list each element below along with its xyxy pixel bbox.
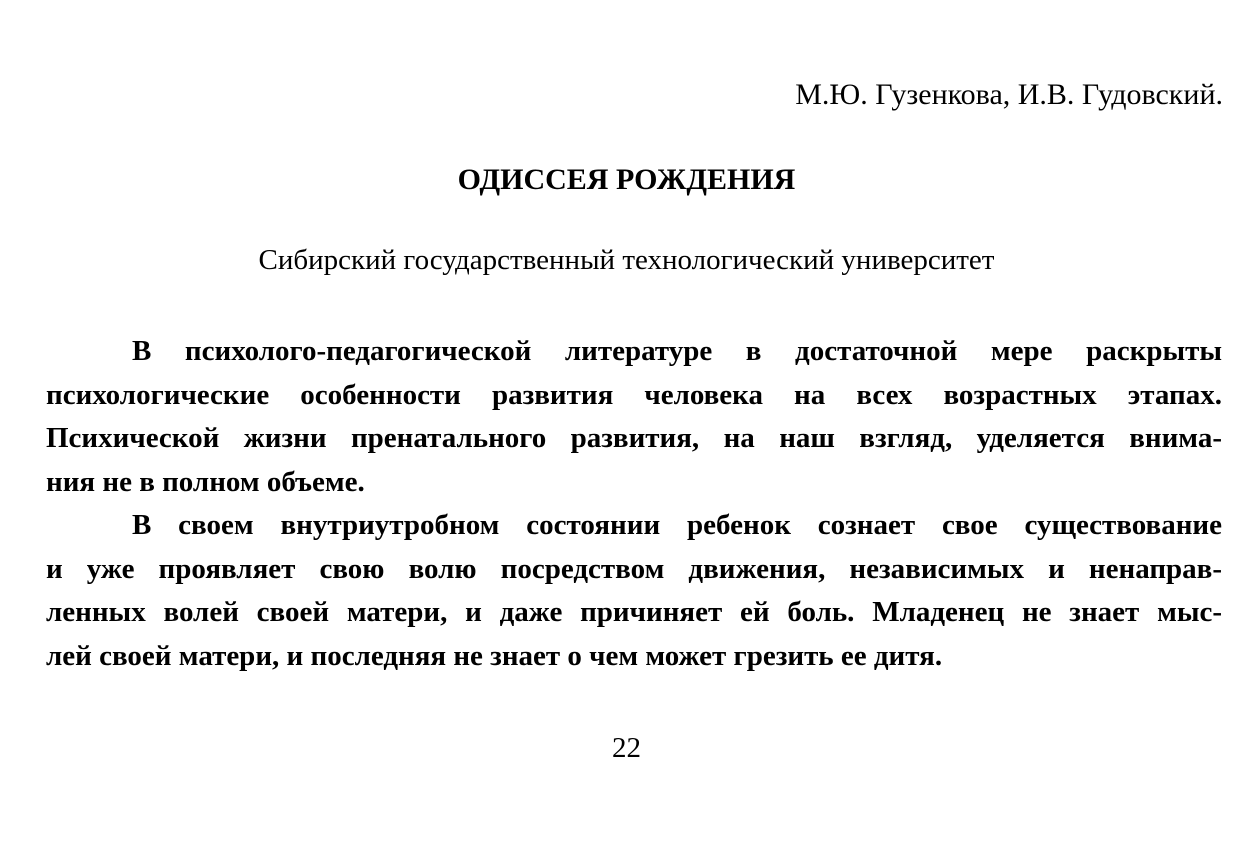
article-body	[46, 330, 1222, 678]
page-number: 22	[612, 732, 641, 764]
article-title: ОДИССЕЯ РОЖДЕНИЯ	[457, 163, 796, 196]
paragraph-1	[46, 330, 1222, 504]
authors: М.Ю. Гузенкова, И.В. Гудовский.	[795, 78, 1223, 111]
affiliation: Сибирский государственный технологический университет	[258, 244, 995, 276]
text-line: Психической жизни пренатального развития, на наш взгляд, уделяется внима-	[46, 422, 1222, 454]
text-line: и уже проявляет свою волю посредством движения, независимых и ненаправ-	[46, 552, 1222, 585]
text-line: В своем внутриутробном состоянии ребенок сознает свое существование	[132, 509, 1222, 541]
text-line: ния не в полном объеме.	[46, 465, 365, 498]
text-line: ленных волей своей матери, и даже причиняет ей боль. Младенец не знает мыс-	[46, 596, 1222, 628]
text-line: психологические особенности развития человека на всех возрастных этапах.	[46, 378, 1222, 411]
paragraph-2	[46, 504, 1222, 678]
text-line: В психолого-педагогической литературе в достаточной мере раскрыты	[132, 335, 1222, 367]
text-line: лей своей матери, и последняя не знает о чем может грезить ее дитя.	[46, 639, 943, 672]
